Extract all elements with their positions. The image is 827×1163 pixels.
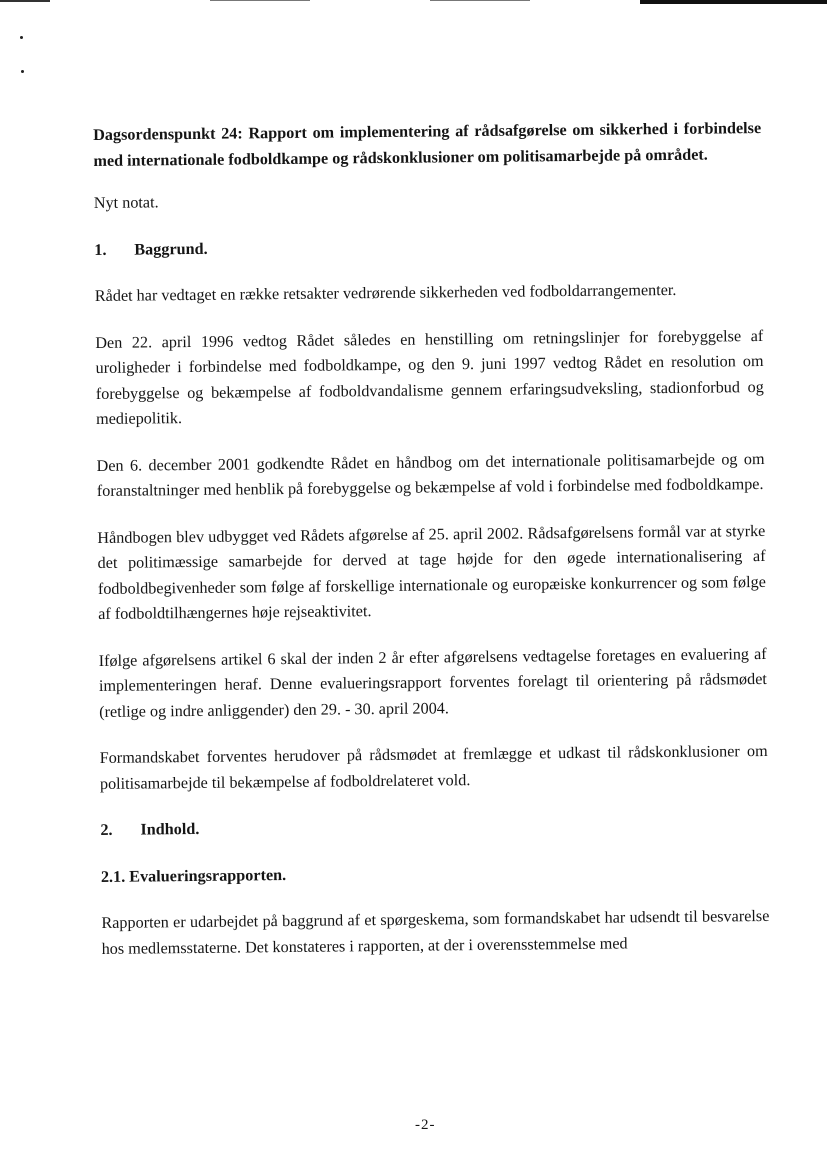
paragraph: Formandskabet forventes herudover på rådsmødet at fremlægge et udkast til rådskonklusioner om politisamarbejde til bekæmpelse af fodboldrelateret vold. (99, 741, 768, 793)
paragraph: Håndbogen blev udbygget ved Rådets afgørelse af 25. april 2002. Rådsafgørelsens formål var at styrke det politimæssige samarbejde for derved at tage højde for den øgede internationalisering af fodboldbegivenheder som følge af forskellige internationale og europæiske konkurrencer og som følge af fodboldtilhængernes høje rejseaktivitet. (97, 521, 766, 623)
paragraph: Rapporten er udarbejdet på baggrund af et spørgeskema, som formandskabet har udsendt til besvarelse hos medlemsstaterne. Det konstateres i rapporten, at der i overensstemmelse med (101, 906, 770, 958)
subsection-heading: 2.1. Evalueringsrapporten. (100, 865, 287, 886)
page-number: -2- (415, 1117, 436, 1133)
agenda-heading: Dagsordenspunkt 24: Rapport om implementering af rådsafgørelse om sikkerhed i forbindelse med internationale fodboldkampe og rådskonklusioner om politisamarbejde på området. (93, 119, 762, 170)
paragraph: Rådet har vedtaget en række retsakter vedrørende sikkerheden ved fodboldarrangementer. (94, 280, 677, 305)
section-heading-background (94, 230, 762, 262)
note-type: Nyt notat. (93, 193, 159, 212)
section-number: 1. (94, 240, 107, 259)
scan-speck (20, 36, 23, 39)
paragraph: Den 22. april 1996 vedtog Rådet således en henstilling om retningslinjer for forebyggelse af uroligheder i forbindelse med fodboldkampe, og den 9. juni 1997 vedtog Rådet en resolution om forebyggelse og bekæmpelse af fodboldvandalisme gennem erfaringsudveksling, stadionforbud og mediepolitik. (95, 326, 764, 428)
scan-border-mark (0, 0, 50, 2)
scan-border-mark (210, 0, 310, 1)
document-body (93, 115, 770, 983)
scan-border-mark (430, 0, 530, 1)
section-heading-content (100, 811, 768, 843)
paragraph: Den 6. december 2001 godkendte Rådet en håndbog om det internationale politisamarbejde og om foranstaltninger med henblik på forebyggelse og bekæmpelse af vold i forbindelse med fodboldkampe. (96, 449, 765, 500)
scan-border-mark (640, 0, 827, 4)
section-title: Baggrund. (134, 239, 208, 259)
paragraph: Ifølge afgørelsens artikel 6 skal der inden 2 år efter afgørelsens vedtagelse foretages en evaluering af implementeringen heraf. Denne evalueringsrapport forventes forelagt til orientering på rådsmødet (retlige og indre anliggender) den 29. - 30. april 2004. (98, 644, 767, 721)
section-number: 2. (100, 820, 113, 839)
section-title: Indhold. (140, 819, 200, 839)
scan-speck (21, 70, 24, 73)
